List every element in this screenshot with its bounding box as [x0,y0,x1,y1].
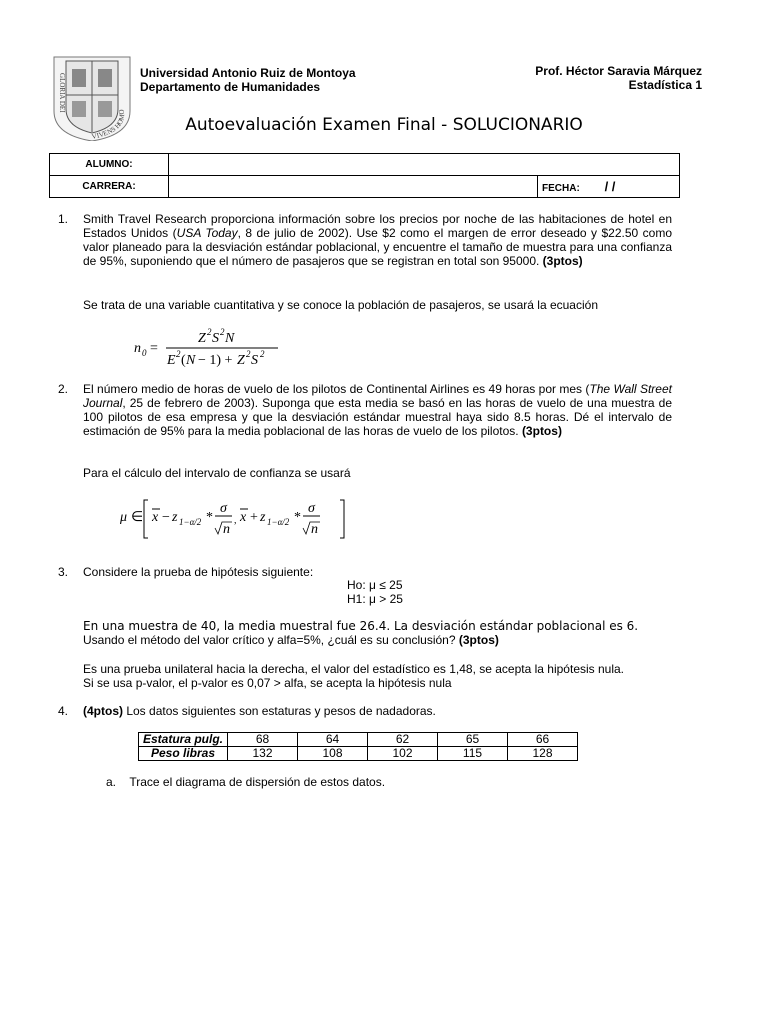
sub-question-text: Trace el diagrama de dispersión de estos datos. [129,775,386,789]
question-text: Smith Travel Research proporciona información sobre los precios por noche de las habitaciones de hotel en Estados Unidos (USA Today, 8 de julio de 2002). Use $2 como el margen de error deseado y $22.50 como valor planeado para la desviación estándar poblacional, y encuentre el tamaño de muestra para una confianza de 95%, suponiendo que el número de pasajeros que se registran en total son 95000. (3ptos) [83,212,673,268]
svg-text:GLORIA DEI: GLORIA DEI [58,73,66,113]
question-line: Usando el método del valor crítico y alfa=5%, ¿cuál es su conclusión? (3ptos) [83,633,499,647]
swimmers-data-table [138,732,578,761]
row-header: Peso libras [139,747,228,761]
svg-text:(: ( [181,353,186,368]
svg-text:σ: σ [308,501,315,516]
document-title: Autoevaluación Examen Final - SOLUCIONARIO [185,115,583,135]
alternative-hypothesis: H1: μ > 25 [347,592,403,606]
svg-text:,: , [234,515,237,526]
sub-question-a [106,775,385,789]
sub-question-label: a. [106,775,117,789]
svg-text:2: 2 [220,327,225,337]
table-cell: 102 [368,747,438,761]
points: (3ptos) [542,254,583,268]
svg-text:VIVENS HOMO: VIVENS HOMO [91,109,127,141]
department-name: Departamento de Humanidades [140,80,321,94]
answer-3-line-2: Si se usa p-valor, el p-valor es 0,07 > alfa, se acepta la hipótesis nula [83,676,452,690]
svg-text:Z: Z [198,331,206,346]
table-cell: 128 [508,747,578,761]
points: (4ptos) [83,704,123,718]
professor-block [535,64,702,92]
table-cell: 132 [228,747,298,761]
student-info-form [49,153,680,198]
question-number: 2. [58,382,69,396]
answer-2: Para el cálculo del intervalo de confianza se usará [83,466,351,480]
row-header: Estatura pulg. [139,733,228,747]
question-number: 1. [58,212,69,226]
question-3-detail [83,619,673,647]
hypotheses [347,578,403,606]
table-cell: 68 [228,733,298,747]
svg-text:n: n [223,522,230,537]
answer-3-line-1: Es una prueba unilateral hacia la derecha, el valor del estadístico es 1,48, se acepta la hipótesis nula. [83,662,625,676]
svg-text:*: * [294,510,301,525]
svg-text:+: + [250,510,258,525]
svg-text:*: * [206,510,213,525]
svg-text:E: E [167,353,176,368]
professor-name: Prof. Héctor Saravia Márquez [535,64,702,78]
svg-text:N: N [225,331,235,346]
fecha-cell[interactable] [538,176,680,198]
svg-text:z: z [260,510,266,525]
confidence-interval-formula [118,494,358,547]
svg-text:− 1) +: − 1) + [198,353,233,368]
table-cell: 115 [438,747,508,761]
table-cell: 65 [438,733,508,747]
svg-text:∈: ∈ [131,510,144,525]
svg-text:Z: Z [237,353,245,368]
svg-text:2: 2 [246,349,251,359]
svg-text:1−α/2: 1−α/2 [179,517,202,527]
svg-text:−: − [162,510,170,525]
svg-text:z: z [172,510,178,525]
svg-text:S: S [212,331,219,346]
sample-size-formula [134,324,294,377]
svg-text:2: 2 [207,327,212,337]
table-row [139,747,578,761]
carrera-field[interactable] [169,176,538,198]
svg-text:N: N [186,353,196,368]
svg-text:2: 2 [260,349,265,359]
alumno-field[interactable] [169,154,680,176]
sample-line: En una muestra de 40, la media muestral fue 26.4. La desviación estándar poblacional es 6. [83,619,639,633]
question-3 [58,565,672,579]
points: (3ptos) [521,424,562,438]
svg-text:1−α/2: 1−α/2 [267,517,290,527]
svg-text:2: 2 [176,349,181,359]
svg-text:0: 0 [142,348,147,358]
answer-1: Se trata de una variable cuantitativa y se conoce la población de pasajeros, se usará la ecuación [83,298,598,312]
fecha-label: FECHA: [542,183,580,194]
null-hypothesis: Ho: μ ≤ 25 [347,578,403,592]
svg-text:n: n [311,522,318,537]
svg-text:σ: σ [220,501,227,516]
institution-name: Universidad Antonio Ruiz de Montoya [140,66,356,80]
question-text: El número medio de horas de vuelo de los pilotos de Continental Airlines es 49 horas por mes (The Wall Street Journal, 25 de febrero de 2003). Suponga que esta media se basó en las horas de vuelo de una muestra de 100 pilotos de esa empresa y que la desviación estándar muestral haya sido 8.5 horas. Dé el intervalo de estimación de 95% para la media poblacional de las horas de vuelo de los pilotos. (3ptos) [83,382,672,438]
question-number: 3. [58,565,69,579]
question-text: Considere la prueba de hipótesis siguiente: [83,565,314,579]
svg-text:x: x [240,510,247,525]
question-text: (4ptos) Los datos siguientes son estaturas y pesos de nadadoras. [83,704,436,718]
svg-text:μ: μ [120,510,128,525]
question-4 [58,704,672,718]
points: (3ptos) [458,633,499,647]
question-1 [58,212,672,268]
answer-3 [83,662,673,690]
table-cell: 62 [368,733,438,747]
svg-text:n: n [134,341,141,356]
svg-text:=: = [150,341,158,356]
alumno-label: ALUMNO: [50,154,169,176]
carrera-label: CARRERA: [50,176,169,198]
institution-block [140,66,356,94]
table-row [139,733,578,747]
svg-text:x: x [152,510,159,525]
svg-text:S: S [251,353,258,368]
table-cell: 64 [298,733,368,747]
table-cell: 66 [508,733,578,747]
question-2 [58,382,672,438]
table-cell: 108 [298,747,368,761]
course-name: Estadística 1 [628,78,702,92]
fecha-value: / / [604,179,616,194]
question-number: 4. [58,704,69,718]
